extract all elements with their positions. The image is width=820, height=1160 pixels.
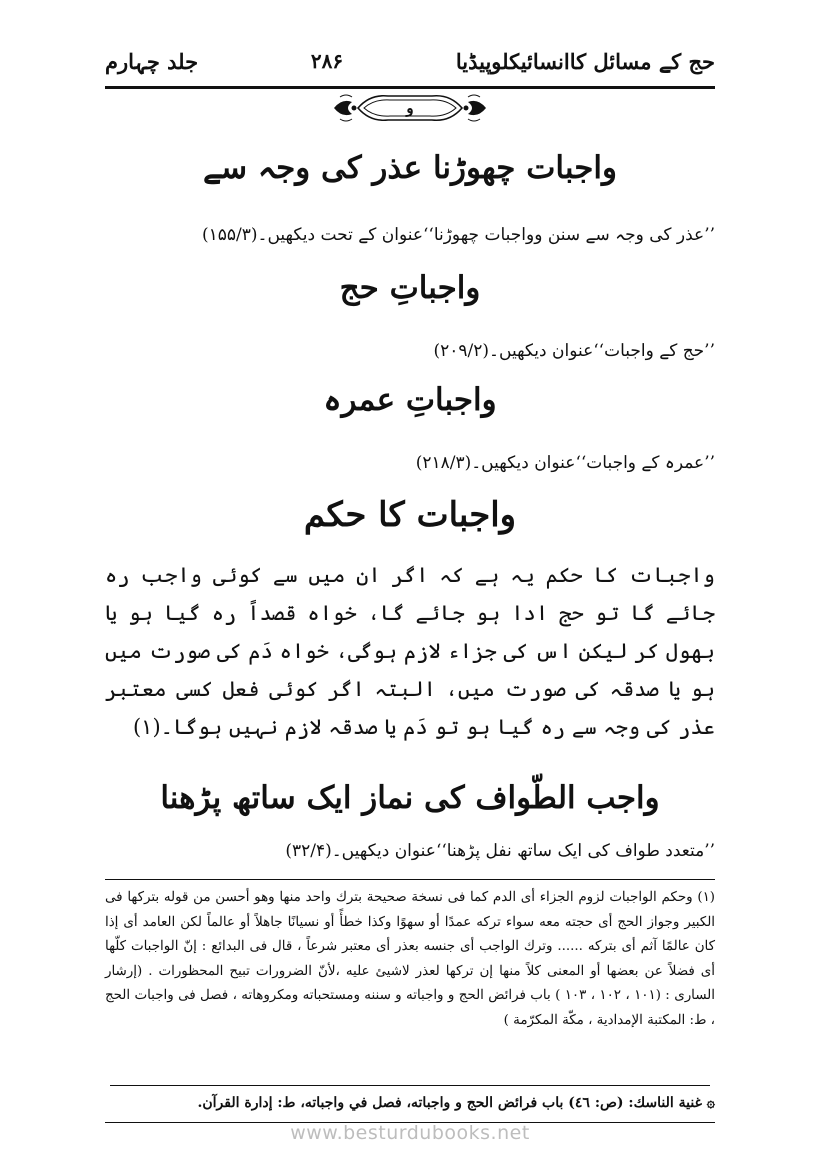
- section-heading: واجبات کا حکم: [303, 495, 517, 535]
- page-number: ۲۸۶: [310, 49, 344, 73]
- section-heading: واجب الطّواف کی نماز ایک ساتھ پڑھنا: [160, 780, 660, 816]
- book-title: حج کے مسائل کاانسائیکلوپیڈیا: [455, 48, 715, 74]
- section-heading: واجبات چھوڑنا عذر کی وجہ سے: [203, 150, 617, 186]
- cross-reference: ’’عذر کی وجہ سے سنن وواجبات چھوڑنا‘‘عنوان کے تحت دیکھیں۔(۱۵۵/۳): [201, 225, 715, 245]
- running-header: [105, 40, 715, 82]
- footnote-source: ۞ غنية الناسك: (ص: ٤٦) باب فرائض الحج و واجباته، فصل في واجباته، ط: إدارة القرآن.: [197, 1095, 715, 1111]
- footnote-separator: [110, 1085, 710, 1086]
- cross-reference: ’’عمرہ کے واجبات‘‘عنوان دیکھیں۔(۲۱۸/۳): [415, 453, 715, 473]
- footnote-rule: [105, 879, 715, 880]
- watermark: www.besturdubooks.net: [290, 1122, 530, 1144]
- cross-reference: ’’متعدد طواف کی ایک ساتھ نفل پڑھنا‘‘عنوان دیکھیں۔(۳۲/۴): [285, 841, 715, 861]
- ornament-letter: و: [406, 99, 414, 117]
- cross-reference: ’’حج کے واجبات‘‘عنوان دیکھیں۔(۲۰۹/۲): [433, 341, 715, 361]
- section-heading: واجباتِ عمرہ: [323, 382, 497, 418]
- section-heading: واجباتِ حج: [339, 270, 481, 306]
- volume-label: جلد چہارم: [105, 48, 199, 74]
- footnote-arabic: (۱) وحكم الواجبات لزوم الجزاء أى الدم كما فى نسخة صحيحة بترك واحد منها وهو أحسن من قوله بتركها فى الكبير وجواز الحج أى حجته معه سواء تركه عمدًا أو سهوًا وكذا خطأً أو نسيانًا جاهلاً أو عالماً لكن العامد أى إذا كان عالمًا آثم أى بتركه ...... وترك الواجب أى جنسه بعذر أى معتبر شرعاً ، قال فى البدائع : إنّ الواجبات كلّها أى فضلاً عن بعضها أو المعنى كلاً منها إن تركها لعذر لاشيئ عليه ،لأنّ الضرورات تبيح المحظورات . (إرشار السارى : (١٠١ ، ١٠٢ ، ١٠٣ ) باب فرائض الحج و واجباته و سننه ومستحباته ومكروهاته ، فصل فى واجبات الحج ، ط: المكتبة الإمدادية ، مكّة المكرّمة ): [105, 890, 715, 1028]
- chapter-ornament: [330, 88, 490, 128]
- body-paragraph: واجبات کا حکم یہ ہے کہ اگر ان میں سے کوئی واجب رہ جائے گا تو حج ادا ہو جائے گا، خواہ قصداً رہ گیا ہو یا بھول کر لیکن اس کی جزاء لازم ہوگی، خواہ دَم کی صورت میں ہو یا صدقہ کی صورت میں، البتہ اگر کوئی فعل کسی معتبر عذر کی وجہ سے رہ گیا ہو تو دَم یا صدقہ لازم نہیں ہوگا۔(۱): [105, 563, 715, 739]
